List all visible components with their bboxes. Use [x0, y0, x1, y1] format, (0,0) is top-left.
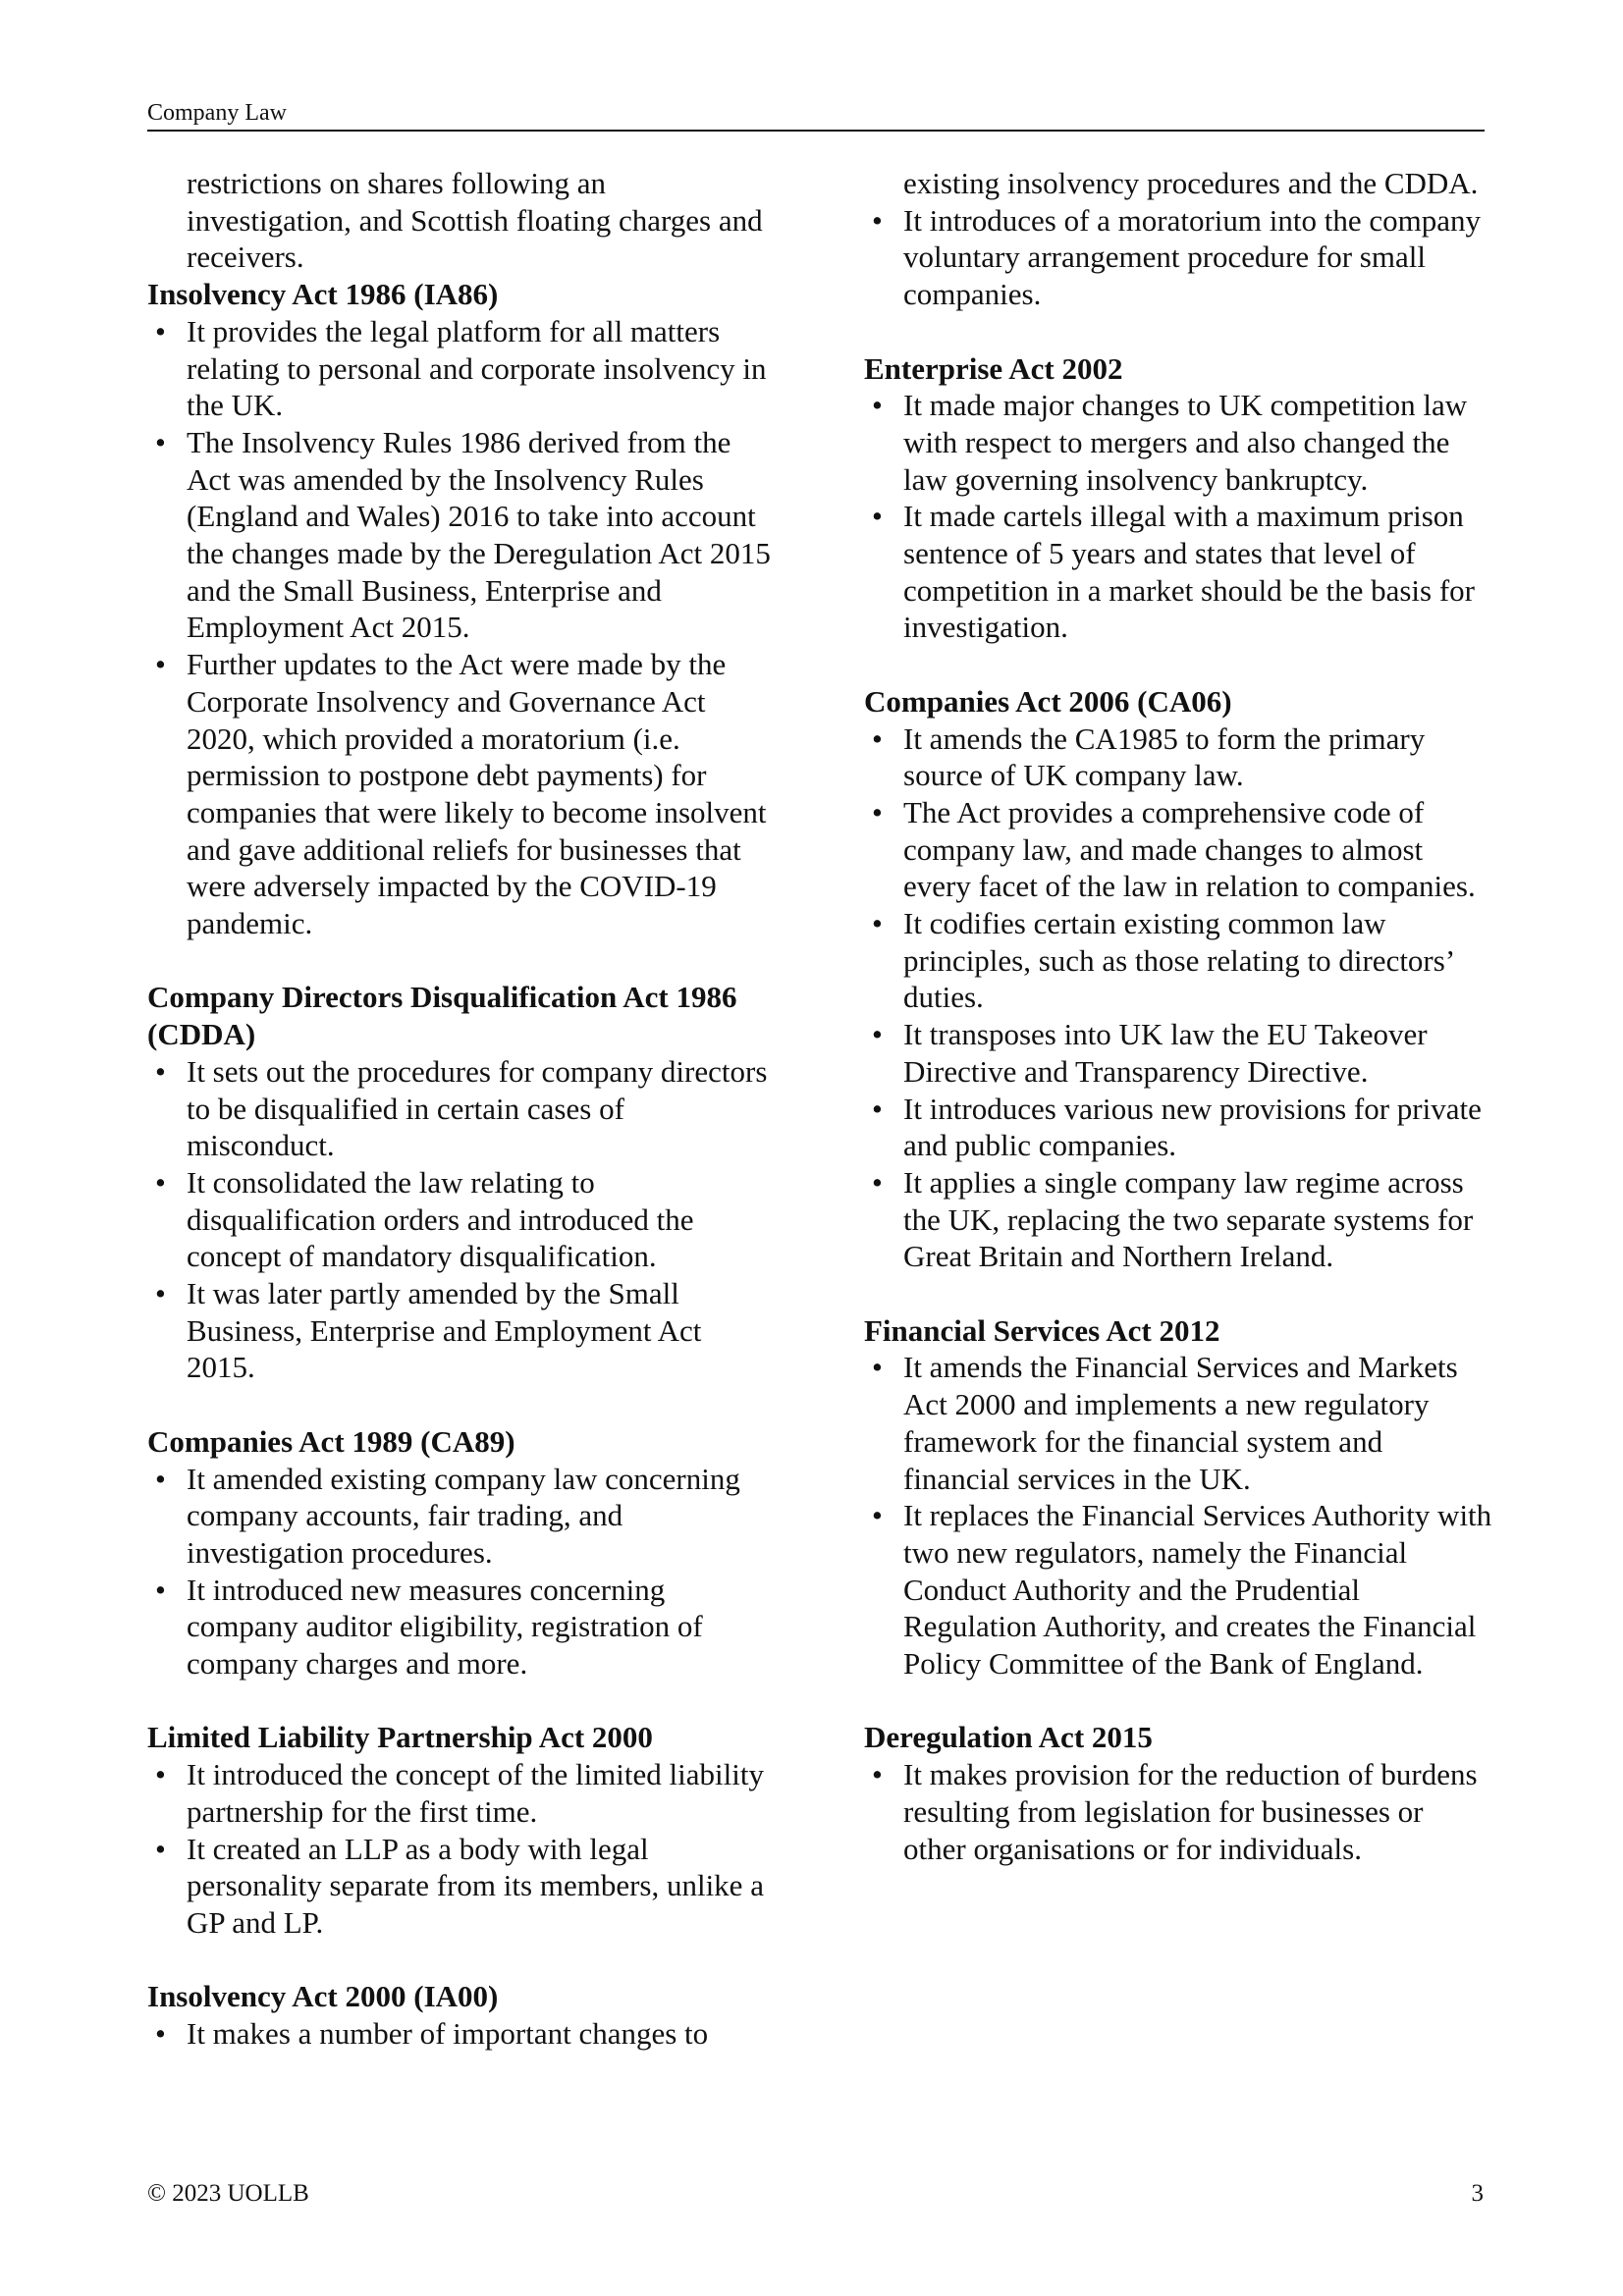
running-header: Company Law [147, 98, 1485, 132]
section-heading: Enterprise Act 2002 [864, 350, 1123, 386]
section-heading: Companies Act 1989 (CA89) [147, 1423, 515, 1459]
bullet-item: • It amends the Financial Services and Markets Act 2000 and implements a new regulatory framework for the financial system and financial services in the UK. [864, 1349, 1492, 1497]
right-column [864, 165, 1492, 1867]
bullet-item: • It amended existing company law concerning company accounts, fair trading, and investigation procedures. [147, 1461, 776, 1572]
bullet-item: • It was later partly amended by the Small Business, Enterprise and Employment Act 2015. [147, 1275, 776, 1386]
section-cdda [147, 979, 776, 1386]
left-column [147, 165, 776, 2053]
page-number: 3 [1471, 2180, 1484, 2207]
section-heading: Insolvency Act 2000 (IA00) [147, 1979, 499, 2014]
bullet-item: • It provides the legal platform for all matters relating to personal and corporate insolvency in the UK. [147, 313, 776, 424]
section-heading: Limited Liability Partnership Act 2000 [147, 1720, 653, 1755]
bullet-item: • It introduces of a moratorium into the company voluntary arrangement procedure for small companies. [864, 202, 1492, 313]
section-heading: Company Directors Disqualification Act 1986 (CDDA) [147, 980, 737, 1052]
section-enterprise-act-2002 [864, 350, 1492, 647]
bullet-item: • It introduced new measures concerning company auditor eligibility, registration of company charges and more. [147, 1572, 776, 1682]
bullet-item: • It codifies certain existing common law principles, such as those relating to directors’ duties. [864, 905, 1492, 1016]
bullet-item: • The Insolvency Rules 1986 derived from the Act was amended by the Insolvency Rules (England and Wales) 2016 to take into account the changes made by the Deregulation Act 2015 and the Small Business, Enterprise and Employment Act 2015. [147, 424, 776, 646]
bullet-item: • It applies a single company law regime across the UK, replacing the two separate systems for Great Britain and Northern Ireland. [864, 1164, 1492, 1275]
section-heading: Financial Services Act 2012 [864, 1312, 1220, 1348]
bullet-item: • It makes provision for the reduction of burdens resulting from legislation for businesses or other organisations or for individuals. [864, 1756, 1492, 1867]
bullet-item: • It consolidated the law relating to disqualification orders and introduced the concept of mandatory disqualification. [147, 1164, 776, 1275]
bullet-item: • It introduced the concept of the limited liability partnership for the first time. [147, 1756, 776, 1830]
bullet-item: • It introduces various new provisions for private and public companies. [864, 1091, 1492, 1164]
footer-copyright: © 2023 UOLLB [147, 2180, 309, 2207]
section-deregulation-act-2015 [864, 1719, 1492, 1867]
bullet-item: • Further updates to the Act were made by the Corporate Insolvency and Governance Act 2020, which provided a moratorium (i.e. permission to postpone debt payments) for companies that were likely to become insolvent and gave additional reliefs for businesses that were adversely impacted by the COVID-19 pandemic. [147, 646, 776, 942]
bullet-item: • It replaces the Financial Services Authority with two new regulators, namely the Financial Conduct Authority and the Prudential Regulation Authority, and creates the Financial Policy Committee of the Bank of England. [864, 1497, 1492, 1682]
section-insolvency-act-2000 [147, 1978, 776, 2052]
bullet-item: • It amends the CA1985 to form the primary source of UK company law. [864, 721, 1492, 794]
bullet-item: • It made major changes to UK competition law with respect to mergers and also changed the law governing insolvency bankruptcy. [864, 387, 1492, 498]
continued-text: restrictions on shares following an investigation, and Scottish floating charges and receivers. [187, 166, 763, 275]
section-llp-act-2000 [147, 1719, 776, 1941]
bullet-item: • It makes a number of important changes to [147, 2015, 776, 2053]
section-heading: Companies Act 2006 (CA06) [864, 683, 1232, 719]
section-companies-act-2006 [864, 683, 1492, 1275]
continued-text: existing insolvency procedures and the CDDA. [903, 166, 1479, 200]
bullet-item: • It created an LLP as a body with legal personality separate from its members, unlike a GP and LP. [147, 1831, 776, 1942]
bullet-item: • It made cartels illegal with a maximum prison sentence of 5 years and states that level of competition in a market should be the basis for investigation. [864, 498, 1492, 646]
bullet-item: • It sets out the procedures for company directors to be disqualified in certain cases of misconduct. [147, 1053, 776, 1164]
section-financial-services-act-2012 [864, 1312, 1492, 1682]
bullet-item: • It transposes into UK law the EU Takeover Directive and Transparency Directive. [864, 1016, 1492, 1090]
section-companies-act-1989 [147, 1423, 776, 1682]
section-heading: Deregulation Act 2015 [864, 1720, 1153, 1755]
bullet-item: • The Act provides a comprehensive code of company law, and made changes to almost every facet of the law in relation to companies. [864, 794, 1492, 905]
section-insolvency-act-1986 [147, 276, 776, 942]
section-heading: Insolvency Act 1986 (IA86) [147, 277, 499, 312]
